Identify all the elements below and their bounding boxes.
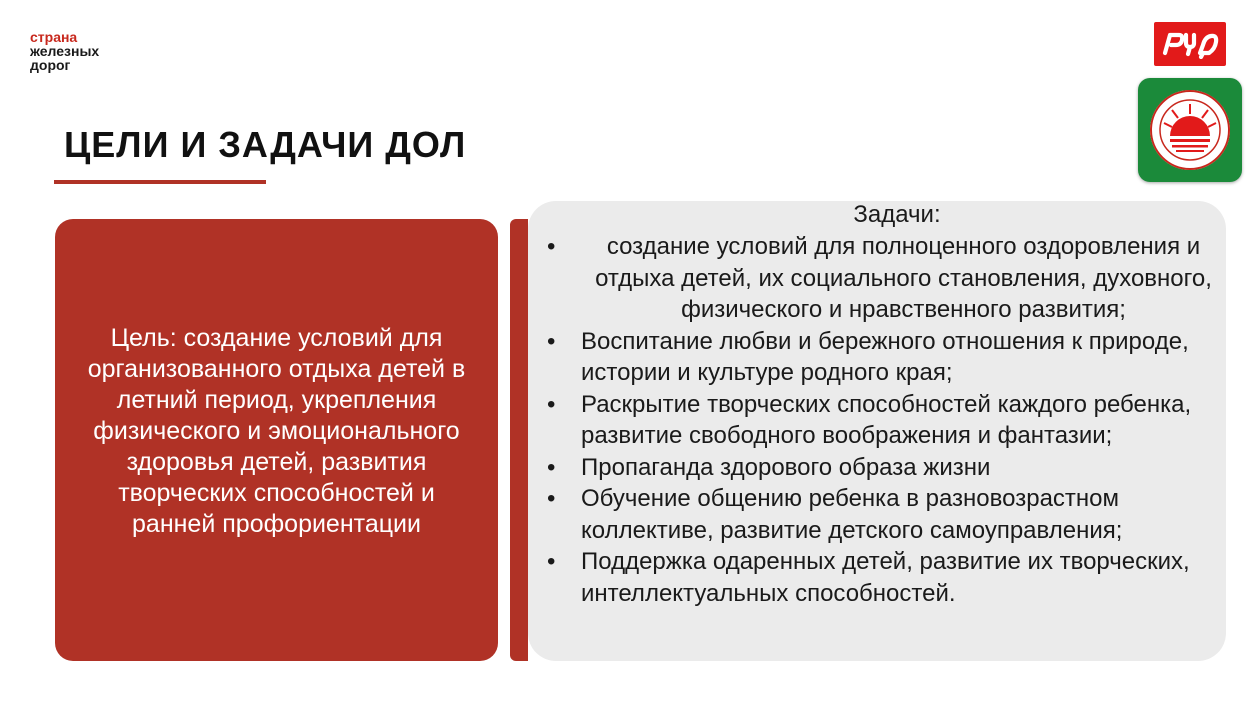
tasks-heading: Задачи: (853, 201, 941, 228)
bullet-icon: • (547, 548, 556, 575)
goal-card (55, 219, 498, 661)
tasks-card (528, 201, 1226, 661)
brand-line-1: страна (30, 29, 78, 45)
page-title: ЦЕЛИ И ЗАДАЧИ ДОЛ (64, 124, 467, 165)
task-text: Пропаганда здорового образа жизни (581, 453, 991, 481)
tasks-list (542, 231, 1226, 609)
camp-emblem-icon (1138, 78, 1242, 182)
task-item (542, 546, 1226, 609)
rzd-logo (1154, 22, 1226, 66)
task-item (542, 483, 1226, 546)
task-item (542, 231, 1226, 326)
task-text: Воспитание любви и бережного отношения к природе, истории и культуре родного края; (581, 327, 1189, 386)
divider-bar (510, 219, 528, 661)
task-text: создание условий для полноценного оздоровления и отдыха детей, их социального становления, духовного, физического и нравственного развития; (595, 233, 1212, 323)
bullet-icon: • (547, 327, 556, 355)
rzd-logo-icon (1159, 29, 1221, 59)
title-underline (54, 180, 266, 184)
bullet-icon: • (547, 453, 556, 481)
brand-line-2: железных (30, 43, 100, 59)
goal-text: Цель: создание условий для организованного отдыха детей в летний период, укрепления физического и эмоционального здоровья детей, развития творческих способностей и ранней профориентации (87, 323, 466, 538)
brand-line-3: дорог (30, 57, 71, 73)
task-text: Раскрытие творческих способностей каждого ребенка, развитие свободного воображения и фантазии; (581, 390, 1192, 449)
bullet-icon: • (547, 485, 556, 512)
bullet-icon: • (547, 390, 556, 418)
task-item (542, 389, 1226, 452)
task-text: Обучение общению ребенка в разновозрастном коллективе, развитие детского самоуправления; (581, 485, 1123, 544)
camp-emblem (1138, 78, 1242, 182)
bullet-icon: • (547, 233, 556, 260)
task-item (542, 326, 1226, 389)
brand-wordmark (30, 30, 99, 72)
task-item (542, 452, 1226, 484)
task-text: Поддержка одаренных детей, развитие их творческих, интеллектуальных способностей. (581, 548, 1190, 607)
